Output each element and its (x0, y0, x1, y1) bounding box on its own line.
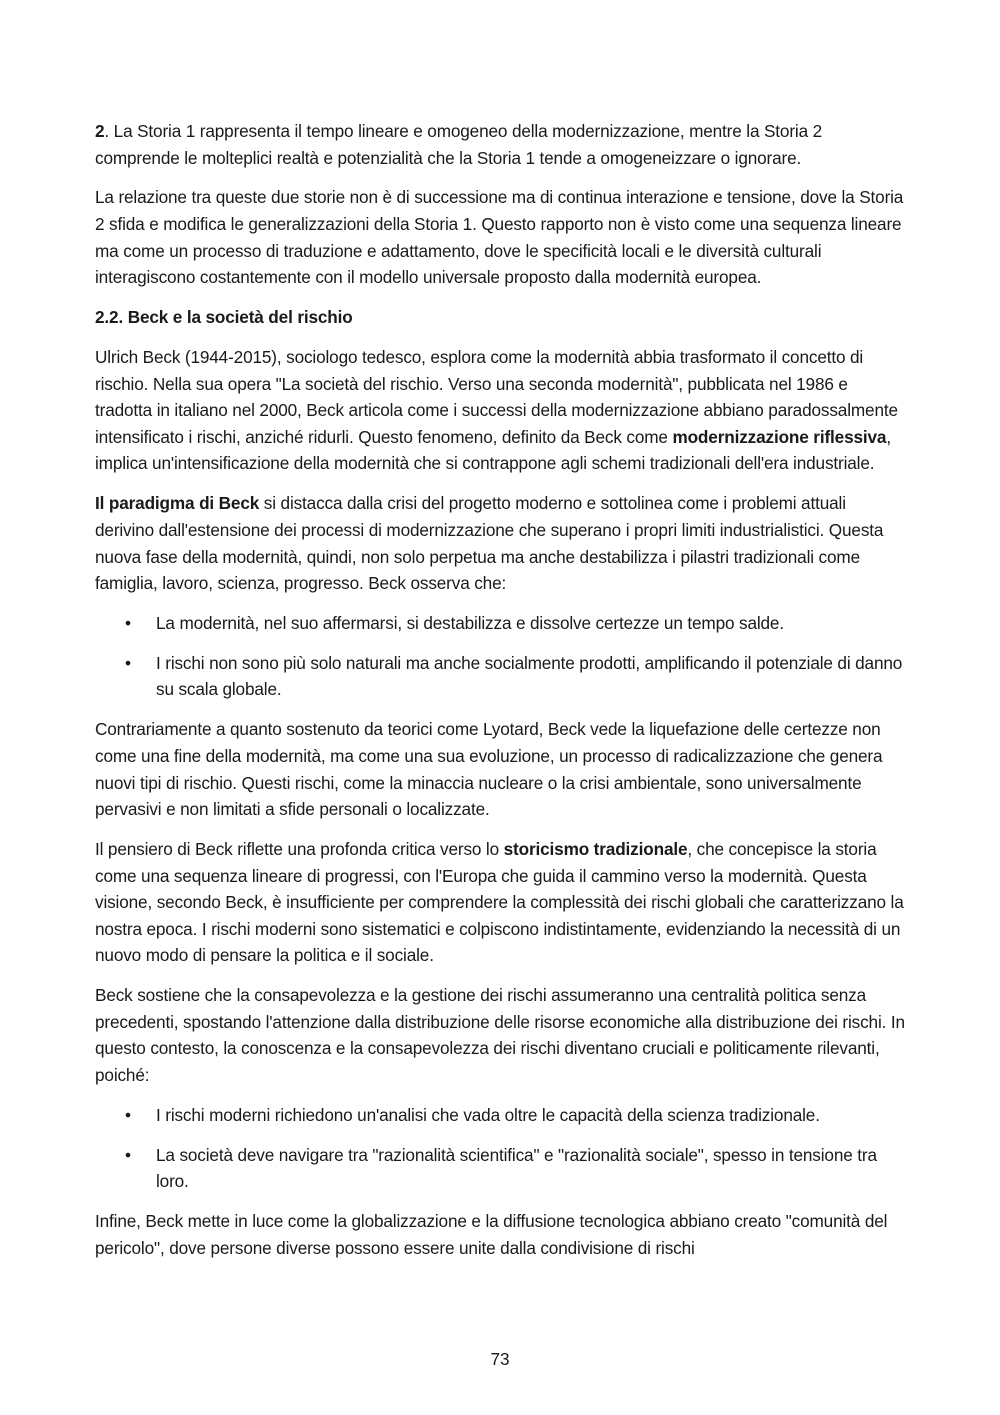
paragraph-lyotard: Contrariamente a quanto sostenuto da teorici come Lyotard, Beck vede la liquefazione delle certezze non come una fine della modernità, ma come una sua evoluzione, un processo di radicalizzazione che genera nuovi tipi di rischio. Questi rischi, come la minaccia nucleare o la crisi ambientale, sono universalmente pervasivi e non limitati a sfide personali o localizzate. (95, 719, 883, 820)
bullet-icon: • (125, 652, 131, 673)
paragraph-text: Ulrich Beck (1944-2015), sociologo tedesco, esplora come la modernità abbia trasformato il concetto di rischio. Nella sua opera "La società del rischio. Verso una seconda modernità", pubblicata nel 1986 e tradotta in italiano nel 2000, Beck articola come i successi della modernizzazione abbiano paradossalmente intensificato i rischi, anziché ridurli. Questo fenomeno, definito da Beck come (95, 347, 898, 447)
paragraph-text: si distacca dalla crisi del progetto moderno e sottolinea come i problemi attuali derivino dall'estensione dei processi di modernizzazione che superano i propri limiti industrialistici. Questa nuova fase della modernità, quindi, non solo perpetua ma anche destabilizza i pilastri tradizionali come famiglia, lavoro, scienza, progresso. Beck osserva che: (95, 493, 884, 594)
list-item (125, 650, 907, 703)
bold-term: modernizzazione riflessiva (672, 426, 887, 447)
paragraph-text: Il pensiero di Beck riflette una profonda critica verso lo (95, 839, 504, 860)
list-item-text: La modernità, nel suo affermarsi, si destabilizza e dissolve certezze un tempo salde. (156, 612, 784, 633)
bullet-list-modernita (95, 610, 907, 703)
paragraph-globalizzazione: Infine, Beck mette in luce come la globalizzazione e la diffusione tecnologica abbiano creato "comunità del pericolo", dove persone diverse possono essere unite dalla condivisione di rischi (95, 1211, 888, 1258)
section-heading: 2.2. Beck e la società del rischio (95, 307, 353, 328)
bullet-icon: • (125, 612, 131, 633)
bold-term: Il paradigma di Beck (95, 493, 260, 514)
paragraph-text: . La Storia 1 rappresenta il tempo lineare e omogeneo della modernizzazione, mentre la Storia 2 comprende le molteplici realtà e potenzialità che la Storia 1 tende a omogeneizzare o ignorare. (95, 121, 823, 168)
list-item (125, 1142, 907, 1195)
list-item-text: I rischi moderni richiedono un'analisi che vada oltre le capacità della scienza tradizionale. (156, 1104, 820, 1125)
paragraph-relazione: La relazione tra queste due storie non è di successione ma di continua interazione e tensione, dove la Storia 2 sfida e modifica le generalizzazioni della Storia 1. Questo rapporto non è visto come una sequenza lineare ma come un processo di traduzione e adattamento, dove le specificità locali e le diversità culturali interagiscono costantemente con il modello universale proposto dalla modernità europea. (95, 187, 904, 288)
paragraph-storia (95, 118, 907, 171)
paragraph-paradigma (95, 490, 907, 596)
page-number: 73 (490, 1349, 510, 1369)
paragraph-consapevolezza: Beck sostiene che la consapevolezza e la gestione dei rischi assumeranno una centralità politica senza precedenti, spostando l'attenzione dalla distribuzione delle risorse economiche alla distribuzione dei rischi. In questo contesto, la conoscenza e la consapevolezza dei rischi diventano cruciali e politicamente rilevanti, poiché: (95, 985, 905, 1086)
paragraph-text: , implica un'intensificazione della modernità che si contrappone agli schemi tradizionali dell'era industriale. (95, 426, 891, 474)
paragraph-lead-number: 2 (95, 121, 105, 141)
bullet-icon: • (125, 1144, 131, 1165)
paragraph-storicismo (95, 836, 907, 969)
bullet-icon: • (125, 1104, 131, 1125)
list-item (125, 1102, 907, 1129)
paragraph-ulrich-beck (95, 344, 907, 477)
bold-term: storicismo tradizionale (503, 839, 688, 860)
paragraph-text: , che concepisce la storia come una sequenza lineare di progressi, con l'Europa che guida il cammino verso la modernità. Questa visione, secondo Beck, è insufficiente per comprendere la complessità dei rischi globali che caratterizzano la nostra epoca. I rischi moderni sono sistematici e colpiscono indistintamente, evidenziando la necessità di un nuovo modo di pensare la politica e il sociale. (95, 839, 904, 966)
list-item-text: La società deve navigare tra "razionalità scientifica" e "razionalità sociale", spesso in tensione tra loro. (156, 1144, 877, 1192)
page-body (95, 118, 907, 1275)
bullet-list-rischi (95, 1102, 907, 1195)
list-item-text: I rischi non sono più solo naturali ma anche socialmente prodotti, amplificando il potenziale di danno su scala globale. (156, 652, 903, 700)
list-item (125, 610, 907, 637)
